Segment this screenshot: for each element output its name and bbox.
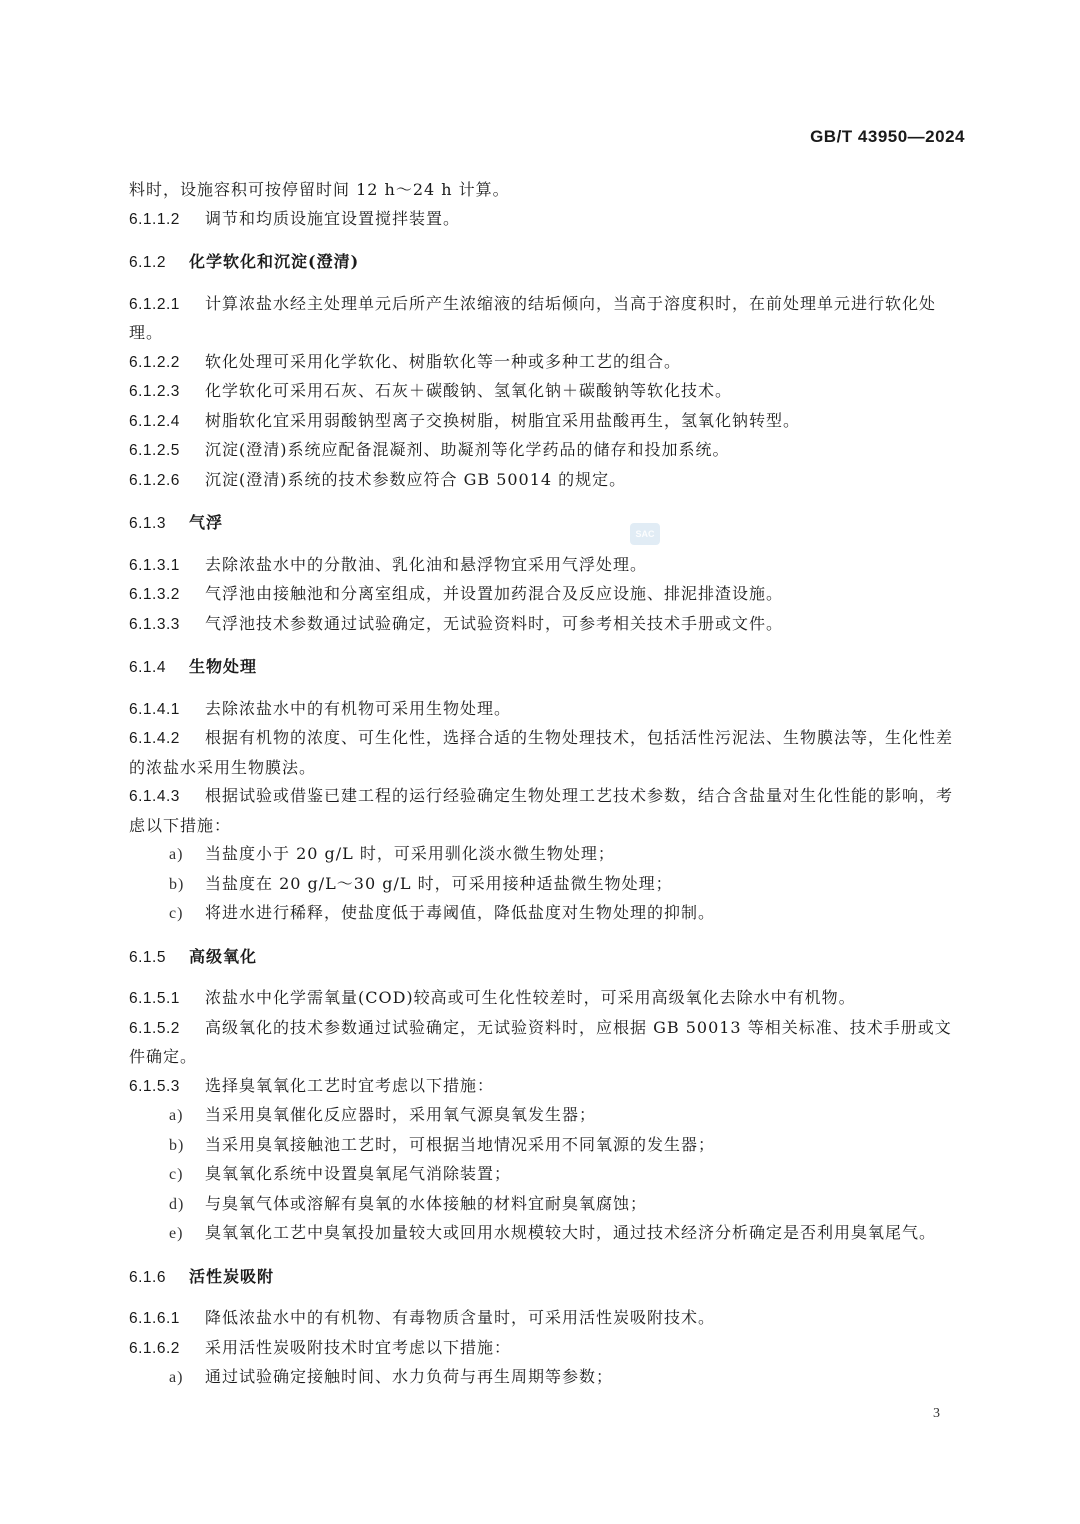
- clause-text: 沉淀(澄清)系统应配备混凝剂、助凝剂等化学药品的储存和投加系统。: [205, 440, 730, 459]
- clause-number: 6.1.2: [129, 254, 166, 271]
- clause-text: 根据试验或借鉴已建工程的运行经验确定生物处理工艺技术参数，结合含盐量对生化性能的影响，考虑以下措施：: [129, 786, 954, 835]
- clause-text: 去除浓盐水中的分散油、乳化油和悬浮物宜采用气浮处理。: [205, 554, 648, 574]
- clause-number: 6.1.4.2: [129, 730, 180, 747]
- section-heading: [129, 509, 965, 539]
- list-item: [129, 1160, 965, 1190]
- list-marker: c): [169, 1166, 184, 1183]
- clause-text: 选择臭氧氧化工艺时宜考虑以下措施：: [205, 1075, 495, 1095]
- list-marker: a): [169, 846, 184, 863]
- clause-number: 6.1.5: [129, 948, 166, 966]
- clause-text: 料时，设施容积可按停留时间 12 h～24 h 计算。: [129, 180, 510, 199]
- clause-text: 高级氧化的技术参数通过试验确定，无试验资料时，应根据 GB 50013 等相关标准、技术手册或文件确定。: [129, 1017, 952, 1066]
- clause-number: 6.1.3.2: [129, 586, 180, 603]
- list-marker: b): [169, 1136, 185, 1154]
- standard-number: GB/T 43950—2024: [810, 127, 965, 146]
- clause-paragraph: [129, 1304, 965, 1334]
- clause-number: 6.1.4.3: [129, 788, 180, 805]
- clause-text: 计算浓盐水经主处理单元后所产生浓缩液的结垢倾向，当高于溶度积时，在前处理单元进行软化处理。: [129, 293, 937, 342]
- clause-number: 6.1.6.1: [129, 1310, 180, 1327]
- clause-paragraph: [129, 290, 965, 348]
- clause-number: 6.1.6: [129, 1268, 166, 1286]
- list-item: [129, 899, 965, 929]
- clause-paragraph: [129, 466, 965, 496]
- clause-number: 6.1.2.3: [129, 383, 180, 400]
- clause-number: 6.1.3.3: [129, 615, 180, 633]
- clause-paragraph: [129, 724, 965, 782]
- clause-number: 6.1.2.1: [129, 295, 180, 313]
- watermark-logo: SAC: [630, 523, 660, 545]
- clause-text: 通过试验确定接触时间、水力负荷与再生周期等参数；: [205, 1367, 614, 1386]
- clause-text: 活性炭吸附: [189, 1266, 275, 1286]
- clause-paragraph: [129, 695, 965, 725]
- clause-text: 臭氧氧化系统中设置臭氧尾气消除装置；: [205, 1164, 512, 1183]
- clause-paragraph: [129, 782, 965, 840]
- clause-number: 6.1.5.1: [129, 990, 180, 1007]
- clause-text: 调节和均质设施宜设置搅拌装置。: [205, 208, 461, 228]
- section-heading: [129, 248, 965, 278]
- list-item: [129, 1101, 965, 1131]
- clause-text: 与臭氧气体或溶解有臭氧的水体接触的材料宜耐臭氧腐蚀；: [205, 1193, 648, 1213]
- clause-text: 当采用臭氧接触池工艺时，可根据当地情况采用不同氧源的发生器；: [205, 1134, 716, 1154]
- clause-text: 降低浓盐水中的有机物、有毒物质含量时，可采用活性炭吸附技术。: [205, 1308, 716, 1327]
- clause-paragraph: [129, 610, 965, 640]
- clause-number: 6.1.5.3: [129, 1077, 180, 1095]
- list-item: [129, 840, 965, 870]
- list-item: [129, 1190, 965, 1220]
- clause-text: 气浮: [189, 513, 224, 532]
- clause-paragraph: [129, 176, 965, 205]
- clause-text: 沉淀(澄清)系统的技术参数应符合 GB 50014 的规定。: [205, 469, 627, 489]
- clause-text: 去除浓盐水中的有机物可采用生物处理。: [205, 698, 512, 718]
- clause-text: 气浮池技术参数通过试验确定，无试验资料时，可参考相关技术手册或文件。: [205, 613, 784, 633]
- list-item: [129, 1131, 965, 1161]
- page-number: 3: [933, 1406, 940, 1421]
- clause-text: 软化处理可采用化学软化、树脂软化等一种或多种工艺的组合。: [205, 351, 682, 371]
- clause-number: 6.1.3: [129, 515, 166, 532]
- clause-paragraph: [129, 580, 965, 610]
- list-marker: a): [169, 1107, 184, 1124]
- clause-number: 6.1.6.2: [129, 1339, 180, 1357]
- clause-paragraph: [129, 407, 965, 437]
- clause-paragraph: [129, 1072, 965, 1102]
- clause-paragraph: [129, 984, 965, 1014]
- clause-number: 6.1.1.2: [129, 210, 180, 228]
- section-heading: [129, 653, 965, 683]
- clause-number: 6.1.4: [129, 659, 166, 676]
- clause-text: 采用活性炭吸附技术时宜考虑以下措施：: [205, 1337, 512, 1357]
- clause-text: 树脂软化宜采用弱酸钠型离子交换树脂，树脂宜采用盐酸再生，氢氧化钠转型。: [205, 410, 801, 430]
- clause-text: 高级氧化: [189, 946, 258, 966]
- clause-paragraph: [129, 436, 965, 466]
- clause-paragraph: [129, 1334, 965, 1364]
- clause-paragraph: [129, 551, 965, 581]
- clause-paragraph: [129, 348, 965, 378]
- clause-paragraph: [129, 377, 965, 407]
- clause-text: 臭氧氧化工艺中臭氧投加量较大或回用水规模较大时，通过技术经济分析确定是否利用臭氧尾气。: [205, 1223, 937, 1242]
- list-marker: a): [169, 1369, 184, 1386]
- section-heading: [129, 943, 965, 973]
- clause-text: 当盐度小于 20 g/L 时，可采用驯化淡水微生物处理；: [205, 844, 615, 863]
- list-marker: e): [169, 1225, 184, 1242]
- list-marker: c): [169, 905, 184, 922]
- list-marker: d): [169, 1195, 185, 1213]
- clause-paragraph: [129, 205, 965, 235]
- clause-text: 将进水进行稀释，使盐度低于毒阈值，降低盐度对生物处理的抑制。: [205, 903, 716, 922]
- clause-text: 生物处理: [189, 657, 258, 676]
- clause-number: 6.1.4.1: [129, 700, 180, 718]
- clause-text: 浓盐水中化学需氧量(COD)较高或可生化性较差时，可采用高级氧化去除水中有机物。: [205, 988, 856, 1007]
- clause-number: 6.1.3.1: [129, 556, 180, 574]
- clause-number: 6.1.2.6: [129, 471, 180, 489]
- list-marker: b): [169, 875, 185, 893]
- clause-number: 6.1.2.5: [129, 442, 180, 459]
- clause-text: 当盐度在 20 g/L～30 g/L 时，可采用接种适盐微生物处理；: [205, 873, 673, 893]
- clause-number: 6.1.2.2: [129, 353, 180, 371]
- list-item: [129, 870, 965, 900]
- clause-text: 根据有机物的浓度、可生化性，选择合适的生物处理技术，包括活性污泥法、生物膜法等，生化性差的浓盐水采用生物膜法。: [129, 728, 954, 777]
- section-heading: [129, 1263, 965, 1293]
- list-item: [129, 1363, 965, 1393]
- clause-number: 6.1.2.4: [129, 412, 180, 430]
- clause-text: 化学软化和沉淀(澄清): [189, 252, 360, 271]
- clause-text: 化学软化可采用石灰、石灰＋碳酸钠、氢氧化钠＋碳酸钠等软化技术。: [205, 381, 733, 400]
- clause-text: 气浮池由接触池和分离室组成，并设置加药混合及反应设施、排泥排渣设施。: [205, 584, 784, 603]
- clause-number: 6.1.5.2: [129, 1019, 180, 1037]
- document-body: [129, 176, 965, 1393]
- clause-text: 当采用臭氧催化反应器时，采用氧气源臭氧发生器；: [205, 1105, 597, 1124]
- list-item: [129, 1219, 965, 1249]
- clause-paragraph: [129, 1014, 965, 1072]
